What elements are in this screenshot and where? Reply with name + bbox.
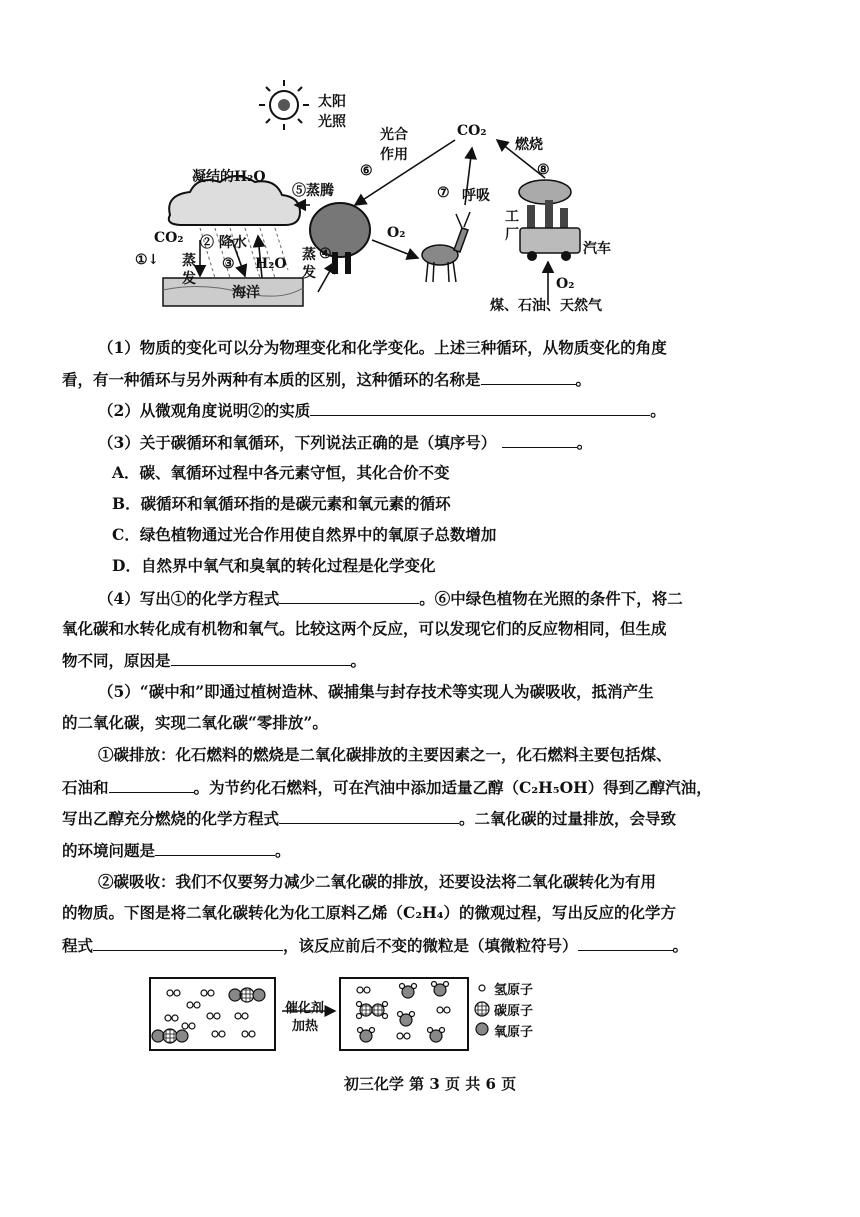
o2-mid-label: O₂ xyxy=(387,225,406,241)
q4-blank-2[interactable] xyxy=(171,649,351,666)
carbon-atom-icon xyxy=(475,1002,489,1016)
q3-option-c: C．绿色植物通过光合作用使自然界中的氧原子总数增加 xyxy=(112,525,497,544)
q5-blank-5[interactable] xyxy=(578,934,673,951)
water-label: 凝结的H₂O xyxy=(192,169,266,185)
q5-line6: 的环境问题是 。 xyxy=(62,841,291,860)
co2-left-label: CO₂ xyxy=(154,230,184,246)
q5-blank-3[interactable] xyxy=(155,839,275,856)
q2-blank[interactable] xyxy=(310,399,650,416)
co2-label: CO₂ xyxy=(457,123,487,139)
q4-line1: （4）写出①的化学方程式 。⑥中绿色植物在光照的条件下，将二 xyxy=(98,589,683,608)
o2-right-label: O₂ xyxy=(556,276,575,292)
photosynthesis-label: 光合作用 xyxy=(380,127,408,163)
hydrogen-atom-icon xyxy=(479,985,485,991)
q4-line3: 物不同，原因是 。 xyxy=(62,651,367,670)
q3-line: （3）关于碳循环和氧循环，下列说法正确的是（填序号） 。 xyxy=(98,433,593,452)
q3-blank[interactable] xyxy=(502,431,577,448)
factory-label: 工厂 xyxy=(505,209,519,243)
heat-label: 加热 xyxy=(292,1019,319,1034)
cycle-diagram xyxy=(0,0,860,330)
q5-blank-2[interactable] xyxy=(279,807,459,824)
step-6: ⑥ xyxy=(360,163,373,179)
step-8: ⑧ xyxy=(537,162,550,178)
evaporation-label-1: 蒸发 xyxy=(182,253,196,287)
q1-blank[interactable] xyxy=(481,368,576,385)
legend-oxygen: 氧原子 xyxy=(494,1025,534,1040)
q5-line8: 的物质。下图是将二氧化碳转化为化工原料乙烯（C₂H₄）的微观过程，写出反应的化学方 xyxy=(62,903,677,922)
oxygen-atom-icon xyxy=(476,1023,488,1035)
burn-label: 燃烧 xyxy=(515,137,543,153)
car-label: 汽车 xyxy=(583,241,611,257)
breath-label: 呼吸 xyxy=(462,188,490,204)
q1-line1: （1）物质的变化可以分为物理变化和化学变化。上述三种循环，从物质变化的角度 xyxy=(98,338,667,357)
q4-blank-1[interactable] xyxy=(279,587,419,604)
car-icon xyxy=(520,228,580,261)
q5-blank-4[interactable] xyxy=(93,934,283,951)
tree-icon xyxy=(310,203,370,274)
q5-line4: 石油和 。为节约化石燃料，可在汽油中添加适量乙醇（C₂H₅OH）得到乙醇汽油， xyxy=(62,778,712,797)
q2-line: （2）从微观角度说明②的实质 。 xyxy=(98,401,666,420)
sun-label: 太阳光照 xyxy=(318,94,346,130)
q1-line2: 看，有一种循环与另外两种有本质的区别，这种循环的名称是 。 xyxy=(62,370,592,389)
q5-line2: 的二氧化碳，实现二氧化碳“零排放”。 xyxy=(62,713,328,732)
h2o-label: H₂O xyxy=(255,256,287,272)
q5-blank-1[interactable] xyxy=(109,776,194,793)
q3-option-d: D．自然界中氧气和臭氧的转化过程是化学变化 xyxy=(112,556,436,575)
reaction-diagram xyxy=(0,968,860,1068)
q3-option-a: A．碳、氧循环过程中各元素守恒，其化合价不变 xyxy=(112,463,450,482)
deer-icon xyxy=(422,212,470,282)
evaporation-label-2: 蒸发 xyxy=(302,247,316,281)
fuels-label: 煤、石油、天然气 xyxy=(490,298,602,314)
step-1: ①↓ xyxy=(135,252,160,268)
catalyst-label: 催化剂 xyxy=(285,1001,325,1016)
step-4: ④ xyxy=(319,246,332,262)
page-footer: 初三化学 第 3 页 共 6 页 xyxy=(343,1075,517,1093)
q5-line3: ①碳排放：化石燃料的燃烧是二氧化碳排放的主要因素之一，化石燃料主要包括煤、 xyxy=(98,745,672,764)
q5-line5: 写出乙醇充分燃烧的化学方程式 。二氧化碳的过量排放，会导致 xyxy=(62,809,677,828)
q5-line1: （5）“碳中和”即通过植树造林、碳捕集与封存技术等实现人为碳吸收，抵消产生 xyxy=(98,682,654,701)
legend-hydrogen: 氢原子 xyxy=(494,983,534,998)
step-3: ③ xyxy=(222,256,235,272)
legend-carbon: 碳原子 xyxy=(494,1004,534,1019)
rain-label: ② 降水 xyxy=(200,235,247,251)
q5-line9: 程式 ，该反应前后不变的微粒是（填微粒符号） 。 xyxy=(62,936,689,955)
q3-option-b: B．碳循环和氧循环指的是碳元素和氧元素的循环 xyxy=(112,494,451,513)
q5-line7: ②碳吸收：我们不仅要努力减少二氧化碳的排放，还要设法将二氧化碳转化为有用 xyxy=(98,872,657,891)
ocean-label: 海洋 xyxy=(232,285,260,301)
factory-icon xyxy=(519,180,571,230)
q4-line2: 氧化碳和水转化成有机物和氧气。比较这两个反应，可以发现它们的反应物相同，但生成 xyxy=(62,619,667,638)
step-7: ⑦ xyxy=(437,185,450,201)
transpiration-label: ⑤蒸腾 xyxy=(292,183,334,199)
sun-icon xyxy=(259,80,309,130)
